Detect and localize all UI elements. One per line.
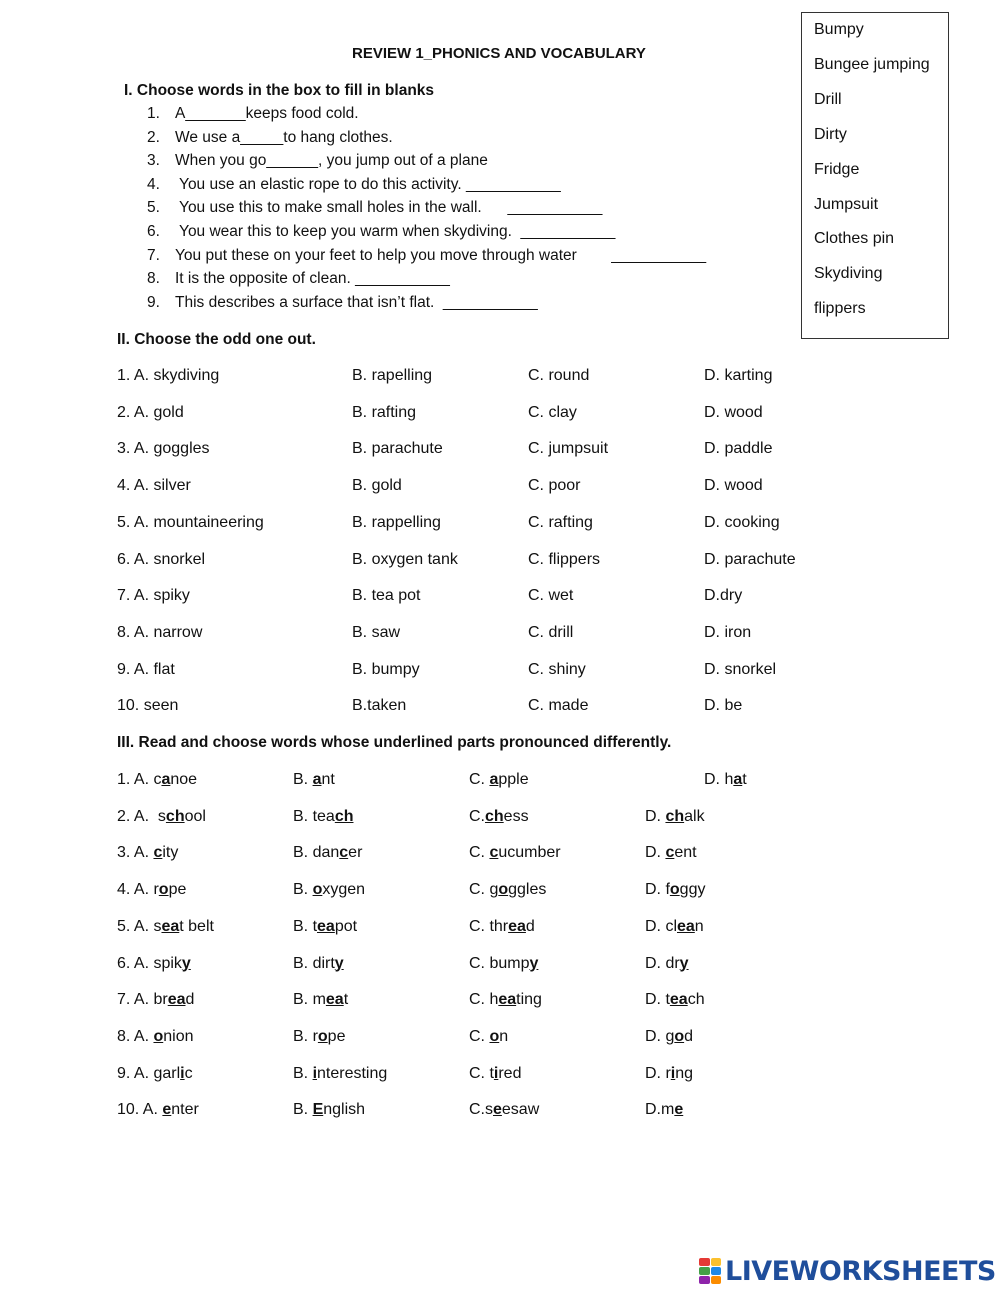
option-choice: B. dancer (293, 844, 363, 862)
option-choice: B. teapot (293, 917, 358, 935)
item-number: 1. (147, 105, 160, 122)
fill-blank-item (147, 129, 393, 147)
option-choice: 8. A. narrow (117, 623, 203, 641)
option-choice: 10. seen (117, 697, 179, 715)
underlined-sound: o (489, 1027, 500, 1045)
underlined-sound: i (493, 1064, 499, 1082)
item-text: You wear this to keep you warm when skydiving. ___________ (175, 223, 616, 240)
option-choice: B. interesting (293, 1064, 388, 1082)
item-text: A_______keeps food cold. (175, 105, 359, 122)
option-choice: 9. A. flat (117, 660, 175, 678)
option-choice: B. English (293, 1101, 366, 1119)
pronunciation-row (117, 881, 877, 903)
underlined-sound: ea (325, 991, 344, 1009)
fill-blank-item (147, 247, 706, 265)
option-choice: 8. A. onion (117, 1027, 194, 1045)
underlined-sound: a (733, 771, 743, 788)
item-text: It is the opposite of clean. ___________ (175, 270, 450, 288)
logo-tile (711, 1258, 722, 1266)
underlined-sound: o (312, 881, 323, 899)
option-choice: 3. A. goggles (117, 440, 210, 458)
word-box-item: Bungee jumping (814, 56, 930, 73)
option-choice: B. tea pot (352, 587, 421, 605)
logo-tile (699, 1267, 710, 1275)
option-choice: B. bumpy (352, 660, 420, 678)
underlined-sound: c (339, 844, 349, 862)
underlined-sound: ea (669, 991, 688, 1009)
underlined-sound: ch (665, 807, 685, 825)
option-choice: B. rafting (352, 403, 417, 421)
underlined-sound: a (161, 771, 171, 788)
fill-blank-item (147, 176, 561, 194)
option-choice: 6. A. snorkel (117, 550, 206, 568)
option-choice: D. god (645, 1027, 694, 1045)
underlined-sound: o (153, 1027, 164, 1045)
item-text: This describes a surface that isn’t flat. ___________ (175, 293, 538, 311)
word-box-item: Fridge (814, 161, 860, 178)
fill-blank-item (147, 105, 359, 123)
option-choice: C. made (528, 697, 589, 715)
option-choice: C. shiny (528, 660, 586, 678)
underlined-sound: o (158, 881, 169, 899)
underlined-sound: o (498, 881, 509, 899)
option-choice: 7. A. spiky (117, 587, 190, 605)
option-choice: D. ring (645, 1064, 694, 1082)
option-choice: B. gold (352, 477, 402, 495)
underlined-sound: ea (677, 917, 695, 935)
option-choice: 1. A. skydiving (117, 367, 220, 384)
option-choice: 2. A. gold (117, 403, 184, 421)
logo-tile (711, 1276, 722, 1284)
fill-blank-item (147, 152, 488, 170)
word-box-item: Clothes pin (814, 230, 895, 247)
underlined-sound: ea (161, 917, 180, 935)
option-choice: 10. A. enter (117, 1101, 199, 1119)
logo-text: LIVEWORKSHEETS (725, 1255, 996, 1287)
section-1-heading: I. Choose words in the box to fill in blanks (124, 82, 435, 99)
section-2-heading: II. Choose the odd one out. (117, 331, 316, 348)
underlined-sound: ch (165, 807, 185, 825)
option-choice: 1. A. canoe (117, 771, 198, 788)
item-number: 5. (147, 199, 160, 217)
underlined-sound: i (312, 1064, 318, 1082)
item-number: 9. (147, 293, 160, 311)
option-choice: B. rappelling (352, 513, 441, 531)
option-choice: B. teach (293, 807, 354, 825)
option-choice: C. cucumber (469, 844, 561, 862)
underlined-sound: ea (508, 917, 526, 935)
option-choice: C. tired (469, 1064, 522, 1082)
odd-one-out-row (117, 551, 877, 573)
fill-blank-item (147, 294, 538, 312)
item-text: You use an elastic rope to do this activity. ___________ (175, 175, 561, 193)
option-choice: D. teach (645, 991, 705, 1009)
item-text: You put these on your feet to help you move through water ___________ (175, 246, 707, 264)
option-choice: D. wood (704, 403, 763, 421)
pronunciation-row (117, 1065, 877, 1087)
underlined-sound: e (493, 1101, 502, 1119)
pronunciation-row (117, 771, 877, 793)
option-choice: C. rafting (528, 513, 593, 531)
option-choice: C. apple (469, 771, 529, 788)
underlined-sound: y (181, 954, 191, 972)
underlined-sound: y (529, 954, 539, 972)
item-number: 3. (147, 152, 160, 170)
option-choice: C.chess (469, 807, 529, 825)
fill-blank-item (147, 270, 450, 288)
pronunciation-row (117, 844, 877, 866)
option-choice: C. round (528, 367, 590, 384)
underlined-sound: i (670, 1064, 676, 1082)
option-choice: C. goggles (469, 881, 547, 899)
option-choice: D. hat (704, 771, 747, 788)
option-choice: 3. A. city (117, 844, 179, 862)
word-box-item: flippers (814, 300, 866, 317)
option-choice: D. be (704, 697, 743, 715)
option-choice: 5. A. mountaineering (117, 513, 264, 531)
word-box-item: Drill (814, 91, 842, 108)
underlined-sound: ea (498, 991, 517, 1009)
option-choice: B. ant (293, 771, 335, 788)
pronunciation-row (117, 918, 877, 940)
odd-one-out-row (117, 440, 877, 462)
odd-one-out-row (117, 587, 877, 609)
odd-one-out-row (117, 477, 877, 499)
underlined-sound: e (162, 1101, 172, 1119)
option-choice: 4. A. silver (117, 477, 191, 495)
option-choice: D. cent (645, 844, 697, 862)
option-choice: C. thread (469, 917, 535, 935)
option-choice: D. paddle (704, 440, 773, 458)
option-choice: D. snorkel (704, 660, 777, 678)
option-choice: D. parachute (704, 550, 796, 568)
section-3-heading: III. Read and choose words whose underlined parts pronounced differently. (117, 734, 672, 751)
option-choice: C. wet (528, 587, 574, 605)
option-choice: C. jumpsuit (528, 440, 609, 458)
option-choice: B. parachute (352, 440, 443, 458)
word-box-item: Bumpy (814, 21, 864, 38)
odd-one-out-row (117, 661, 877, 683)
option-choice: B. oxygen tank (352, 550, 458, 568)
option-choice: D. iron (704, 623, 752, 641)
option-choice: 4. A. rope (117, 881, 187, 899)
option-choice: D. cooking (704, 513, 780, 531)
option-choice: C. clay (528, 403, 577, 421)
option-choice: C.seesaw (469, 1101, 540, 1119)
option-choice: B. rapelling (352, 367, 433, 384)
underlined-sound: y (679, 954, 689, 972)
logo-tile (711, 1267, 722, 1275)
logo-tile (699, 1258, 710, 1266)
pronunciation-row (117, 955, 877, 977)
option-choice: D. wood (704, 477, 763, 495)
logo-icon (699, 1258, 721, 1284)
fill-blank-item (147, 223, 615, 241)
odd-one-out-row (117, 404, 877, 426)
option-choice: 9. A. garlic (117, 1064, 193, 1082)
underlined-sound: o (317, 1027, 328, 1045)
odd-one-out-row (117, 367, 877, 389)
option-choice: 5. A. seat belt (117, 917, 214, 935)
underlined-sound: E (312, 1101, 324, 1119)
option-choice: B. oxygen (293, 881, 366, 899)
page-title: REVIEW 1_PHONICS AND VOCABULARY (352, 45, 646, 62)
option-choice: B.taken (352, 697, 407, 715)
item-number: 7. (147, 246, 160, 264)
option-choice: C. poor (528, 477, 581, 495)
underlined-sound: o (674, 1027, 685, 1045)
option-choice: D. foggy (645, 881, 706, 899)
underlined-sound: c (489, 844, 499, 862)
fill-blank-item (147, 199, 602, 217)
option-choice: D. karting (704, 367, 773, 384)
logo-tile (699, 1276, 710, 1284)
option-choice: C. on (469, 1027, 509, 1045)
underlined-sound: a (312, 771, 322, 788)
option-choice: D. dry (645, 954, 689, 972)
option-choice: B. saw (352, 623, 401, 641)
option-choice: D. clean (645, 917, 704, 935)
pronunciation-row (117, 1028, 877, 1050)
underlined-sound: c (153, 844, 163, 862)
odd-one-out-row (117, 514, 877, 536)
option-choice: C. bumpy (469, 954, 539, 972)
item-text: When you go______, you jump out of a plane (175, 152, 488, 170)
option-choice: 7. A. bread (117, 991, 195, 1009)
odd-one-out-row (117, 697, 877, 719)
word-box-item: Jumpsuit (814, 196, 879, 213)
option-choice: C. heating (469, 991, 542, 1009)
item-number: 6. (147, 223, 160, 240)
pronunciation-row (117, 1101, 877, 1123)
option-choice: B. meat (293, 991, 349, 1009)
odd-one-out-row (117, 624, 877, 646)
word-box-item: Dirty (814, 126, 847, 143)
underlined-sound: ea (317, 917, 335, 935)
underlined-sound: a (489, 771, 499, 788)
underlined-sound: ch (485, 807, 504, 825)
underlined-sound: ea (167, 991, 186, 1009)
underlined-sound: e (674, 1101, 684, 1119)
item-number: 2. (147, 128, 160, 146)
underlined-sound: ch (334, 807, 354, 825)
underlined-sound: i (180, 1064, 185, 1082)
pronunciation-row (117, 808, 877, 830)
pronunciation-row (117, 991, 877, 1013)
option-choice: D.me (645, 1101, 684, 1119)
underlined-sound: c (665, 844, 675, 862)
underlined-sound: o (669, 881, 680, 899)
item-number: 8. (147, 270, 160, 288)
item-text: We use a_____to hang clothes. (175, 128, 393, 146)
option-choice: D.dry (704, 587, 743, 605)
option-choice: C. flippers (528, 550, 601, 568)
underlined-sound: y (334, 954, 344, 972)
item-text: You use this to make small holes in the wall. ___________ (175, 199, 603, 217)
option-choice: 2. A. school (117, 807, 206, 825)
word-box (801, 12, 949, 339)
option-choice: B. rope (293, 1027, 346, 1045)
word-box-item: Skydiving (814, 265, 883, 282)
item-number: 4. (147, 175, 160, 193)
option-choice: B. dirty (293, 954, 344, 972)
liveworksheets-logo (699, 1256, 996, 1286)
option-choice: C. drill (528, 623, 574, 641)
option-choice: 6. A. spiky (117, 954, 191, 972)
option-choice: D. chalk (645, 807, 705, 825)
